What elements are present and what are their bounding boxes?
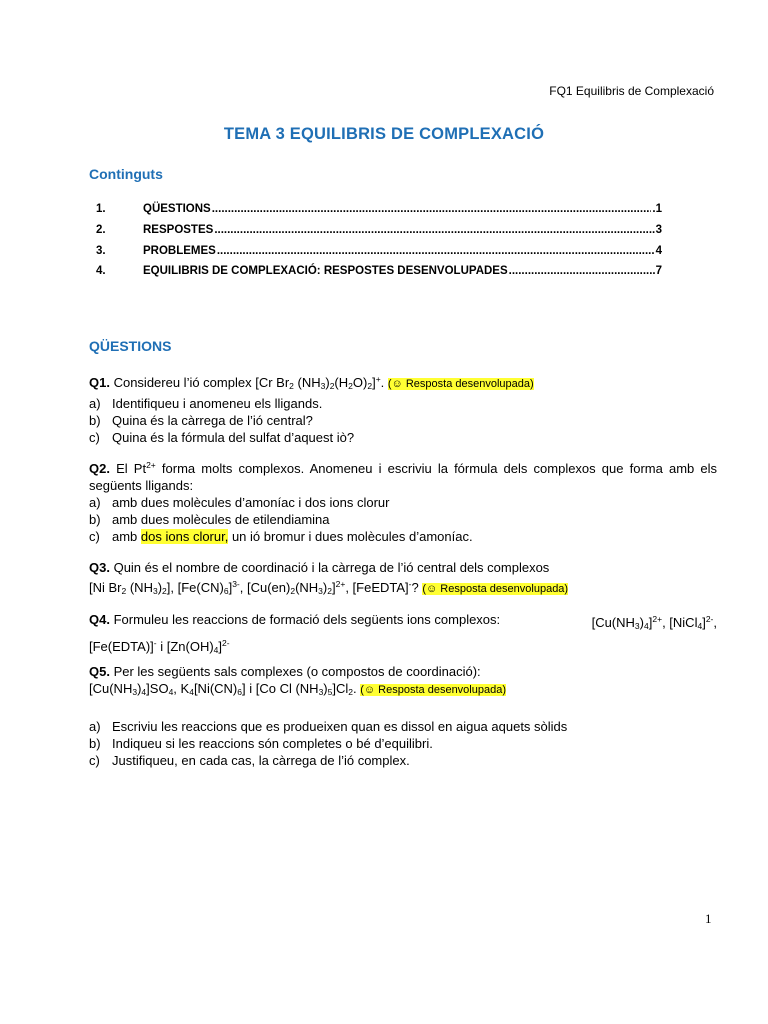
list-item: b) amb dues molècules de etilendiamina <box>89 512 330 527</box>
list-item: b) Quina és la càrrega de l’ió central? <box>89 413 313 428</box>
list-item: b) Indiqueu si les reaccions són completes o bé d’equilibri. <box>89 736 433 751</box>
question-5-items <box>89 718 717 769</box>
question-text: Considereu l’ió complex [Cr Br <box>109 375 290 390</box>
resposta-link[interactable]: (☺ Resposta desenvolupada) <box>387 378 534 390</box>
toc-leader <box>212 203 652 215</box>
question-1 <box>89 371 717 446</box>
question-4 <box>89 611 717 659</box>
resposta-link[interactable]: (☺ Resposta desenvolupada) <box>422 583 569 595</box>
toc-number: 2. <box>96 223 106 236</box>
question-5-stem: Q5. Per les següents sals complexes (o compostos de coordinació): <box>89 664 481 679</box>
question-label: Q4. <box>89 612 110 627</box>
list-item: c) Justifiqueu, en cada cas, la càrrega de l’ió complex. <box>89 753 410 768</box>
toc-entry[interactable] <box>96 203 662 224</box>
question-2-items <box>89 494 717 545</box>
toc-entry[interactable] <box>96 224 662 245</box>
toc-entry[interactable] <box>96 245 662 266</box>
toc-number: 1. <box>96 203 106 215</box>
question-3-formulas: [Ni $Br_2$ $(NH_3)_2$], $[Fe(CN)_6]^{3-}$, $[Cu(en)_2(NH_3)_2]^{2+}$, [FeEDTA]-? (☺ Resposta desenvolupada) <box>89 579 569 596</box>
list-item: c) amb dos ions clorur, un ió bromur i dues molècules d’amoníac. <box>89 529 473 544</box>
toc-number: 4. <box>96 265 106 278</box>
toc-title: PROBLEMES <box>143 244 216 257</box>
toc-leader <box>509 265 655 277</box>
question-label: Q5. <box>89 664 110 679</box>
question-1-items <box>89 395 717 446</box>
question-2 <box>89 457 717 545</box>
toc-number: 3. <box>96 244 106 257</box>
toc-page: 7 <box>655 265 662 278</box>
list-item: c) Quina és la fórmula del sulfat d’aquest iò? <box>89 430 355 445</box>
resposta-link[interactable]: (☺ Resposta desenvolupada) <box>360 684 506 696</box>
question-5-formulas: $[Cu(NH_3)_4]SO_4$, $K_4[Ni(CN)_6]$ i [Co Cl $(NH_3)_5]Cl_2$. (☺ Resposta desenvolupada) <box>89 681 506 697</box>
list-item: a) Escriviu les reaccions que es produeixen quan es dissol en aigua aquets sòlids <box>89 719 568 734</box>
toc-page: 4 <box>655 244 662 257</box>
table-of-contents <box>96 203 662 286</box>
questions-heading: QÜESTIONS <box>89 338 172 354</box>
toc-page: 3 <box>655 223 662 236</box>
list-item: a) Identifiqueu i anomeneu els lligands. <box>89 396 323 411</box>
list-item: a) amb dues molècules d’amoníac i dos ions clorur <box>89 495 390 510</box>
contents-heading: Continguts <box>89 166 163 182</box>
question-3 <box>89 559 717 600</box>
running-header: FQ1 Equilibris de Complexació <box>549 84 714 98</box>
toc-page: .1 <box>652 203 662 215</box>
toc-entry[interactable] <box>96 265 662 286</box>
question-2-stem: Q2. El $Pt^{2+}$ forma molts complexos. Anomeneu i escriviu la fórmula dels complexos que forma amb els següents lligands: <box>89 460 717 493</box>
question-4-formulas: [Fe(EDTA)]- i $[Zn(OH)_4]^{2-}$ <box>89 638 230 655</box>
question-1-stem: Q1. Considereu l’ió complex [Cr $Br_2$ $(NH_3)_2(H_2O)_2]^+$. (☺ Resposta desenvolupada) <box>89 374 534 391</box>
toc-title: QÜESTIONS <box>143 203 211 215</box>
question-5 <box>89 663 717 769</box>
highlighted-text: dos ions clorur, <box>140 529 229 544</box>
toc-leader <box>214 224 654 236</box>
toc-leader <box>217 245 655 257</box>
toc-title: RESPOSTES <box>143 223 214 236</box>
question-label: Q1. <box>89 375 110 390</box>
question-3-stem: Q3. Quin és el nombre de coordinació i la càrrega de l’ió central dels complexos <box>89 560 550 575</box>
question-4-stem: Q4. Formuleu les reaccions de formació dels següents ions complexos: $[Cu(NH_3)_4]^{2+}$, [NiCl$_4$]$^{2-}$, <box>89 612 717 631</box>
page-number: 1 <box>705 911 712 926</box>
question-label: Q2. <box>89 461 110 476</box>
toc-title: EQUILIBRIS DE COMPLEXACIÓ: RESPOSTES DESENVOLUPADES <box>143 265 508 278</box>
document-title: TEMA 3 EQUILIBRIS DE COMPLEXACIÓ <box>223 125 545 143</box>
question-label: Q3. <box>89 560 110 575</box>
